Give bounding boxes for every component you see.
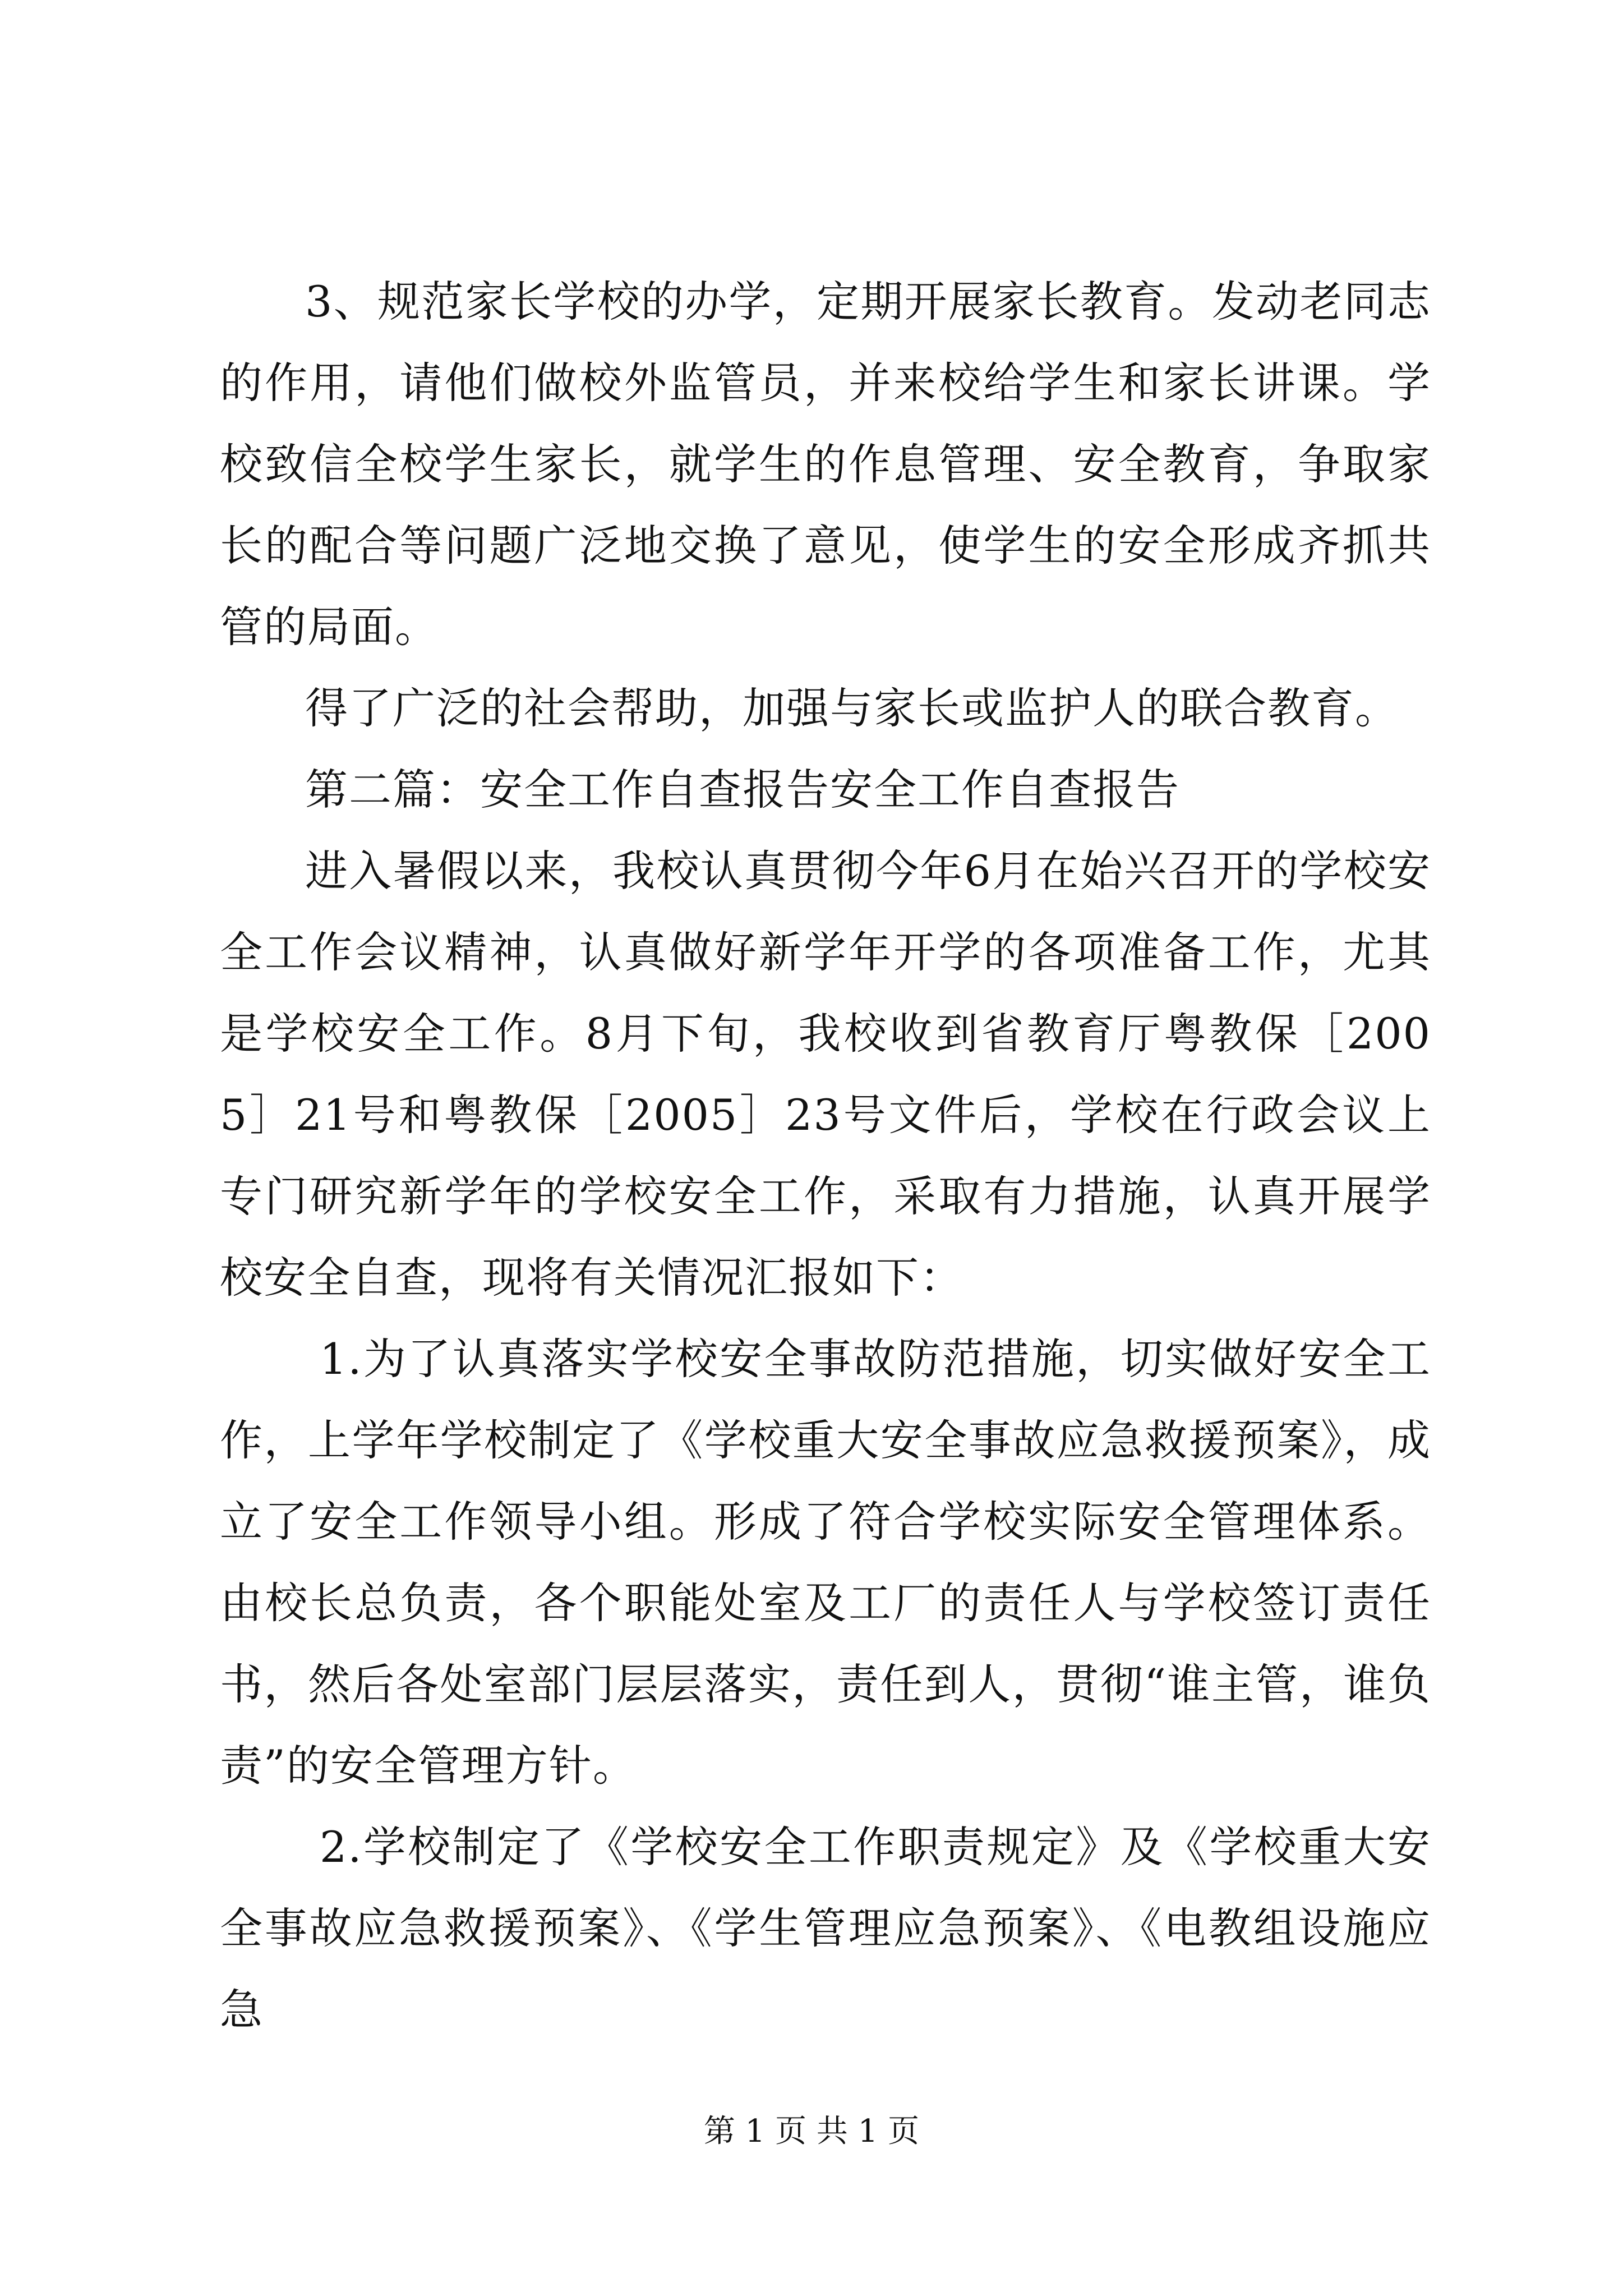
paragraph-item-1: 1.为了认真落实学校安全事故防范措施，切实做好安全工作，上学年学校制定了《学校重大安全事故应急救援预案》，成立了安全工作领导小组。形成了符合学校实际安全管理体系。由校长总负责，各个职能处室及工厂的责任人与学校签订责任书，然后各处室部门层层落实，责任到人，贯彻“谁主管，谁负责”的安全管理方针。 [220,1334,1431,1791]
page-footer [0,2109,1623,2154]
paragraph-item-2: 2.学校制定了《学校安全工作职责规定》及《学校重大安全事故应急救援预案》、《学生管理应急预案》、《电教组设施应急 [220,1822,1431,2035]
paragraph-parent-school: 3、规范家长学校的办学，定期开展家长教育。发动老同志的作用，请他们做校外监管员，并来校给学生和家长讲课。学校致信全校学生家长，就学生的作息管理、安全教育，争取家长的配合等问题广泛地交换了意见，使学生的安全形成齐抓共管的局面。 [220,277,1431,652]
page-number-label: 第 1 页 共 1 页 [703,2113,920,2150]
paragraph-intro: 进入暑假以来，我校认真贯彻今年6月在始兴召开的学校安全工作会议精神，认真做好新学年开学的各项准备工作，尤其是学校安全工作。8月下旬，我校收到省教育厅粤教保［2005］21号和粤教保［2005］23号文件后，学校在行政会议上专门研究新学年的学校安全工作，采取有力措施，认真开展学校安全自查，现将有关情况汇报如下： [220,846,1431,1303]
document-body [220,261,1431,2050]
paragraph-social-help: 得了广泛的社会帮助，加强与家长或监护人的联合教育。 [305,683,1399,733]
section-heading: 第二篇：安全工作自查报告安全工作自查报告 [305,765,1180,815]
